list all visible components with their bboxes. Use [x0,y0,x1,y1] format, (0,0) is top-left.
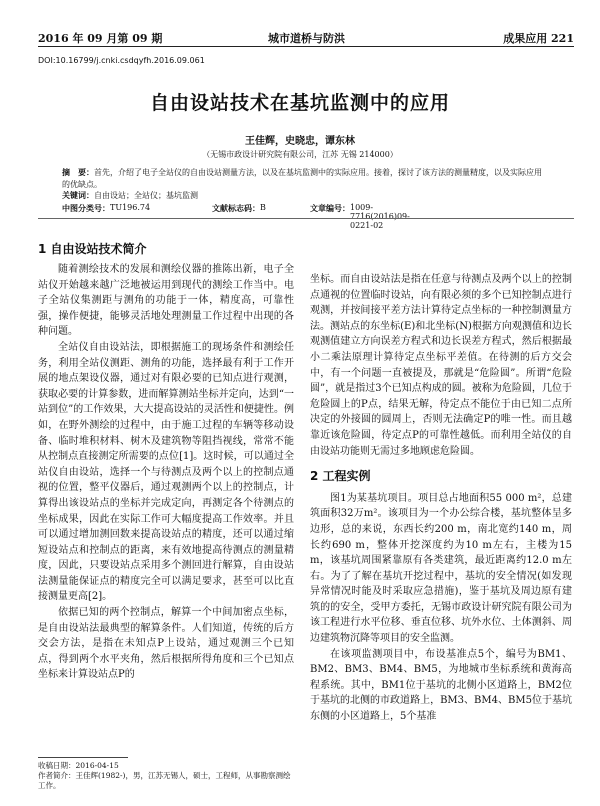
right-column [310,272,572,725]
journal-name: 城市道桥与防洪 [268,32,345,45]
left-column [38,262,294,683]
section-1-heading: 1 自由设站技术简介 [38,242,147,256]
abstract-text: 首先，介绍了电子全站仪的自由设站测量方法，以及在基坑监测中的实际应用。接着，探讨了该方法的测量精度，以及实际应用的优缺点。 [62,168,542,189]
article-number-label: 文章编号： [310,203,350,213]
author-bio: 作者简介：王佳辉(1982-)，男，江苏无锡人，硕士，工程师，从事勘察测绘工作。 [38,771,291,790]
abstract-rule [38,218,574,219]
section-2-heading: 2 工程实例 [310,469,371,484]
abstract-label: 摘 要： [62,167,94,177]
clc-label: 中图分类号： [62,203,110,213]
keywords-label: 关键词： [62,190,94,200]
keywords-text: 自由设站；全站仪；基坑监测 [94,191,198,200]
abstract [62,166,544,191]
paragraph: 图1为某基坑项目。项目总占地面积55 000 m²，总建筑面积32万m²。该项目为一个办公综合楼，基坑整体呈多边形，总的来说，东西长约200 m，南北宽约140 m，周长约690 m，整体开挖深度约为10 m左右，主楼为15 m，该基坑周围紧靠原有各类建筑，最近距离约12.0 m左右。为了了解在基坑开挖过程中，基坑的安全情况(如发现异常情况时能及时采取应急措施)，鉴于基坑及周边原有建筑的的安全，受甲方委托，无锡市政设计研究院有限公司为该工程进行水平位移、垂直位移、坑外水位、土体测斜、周边建筑物沉降等项目的安全监测。 [310,492,572,645]
paragraph: 随着测绘技术的发展和测绘仪器的推陈出新，电子全站仪开始越来越广泛地被运用到现代的测绘工作当中。电子全站仪集测距与测角的功能于一体，精度高，可靠性强，操作便捷，能够灵活地处理测量工作过程中出现的各种问题。 [38,264,294,338]
received-date: 收稿日期：2016-04-15 [38,761,119,770]
section-page-label: 成果应用 221 [503,32,574,45]
doc-code-label: 文献标志码： [212,203,260,213]
paragraph: 在该项监测项目中，布设基准点5个，编号为BM1、BM2、BM3、BM4、BM5，为地城市坐标系统和黄海高程系统。其中，BM1位于基坑的北侧小区道路上，BM2位于基坑的北侧的市政道路上，BM3、BM4、BM5位于基坑东侧的小区道路上，5个基准 [310,648,572,723]
header-rule [38,46,574,47]
issue-label: 2016 年 09 月第 09 期 [38,32,163,45]
article-number-value: 1009-7716(2016)09-0221-02 [350,203,410,230]
doc-code-value: B [260,203,266,212]
clc-value: TU196.74 [110,203,151,212]
running-header [38,30,574,46]
keywords [62,190,198,201]
authors: 王佳辉，史晓忠，谭东林 [245,136,355,147]
paragraph: 依据已知的两个控制点，解算一个中间加密点坐标，是自由设站法最典型的解算条件。人们知道，传统的后方交会方法，是指在未知点P上设站，通过观测三个已知点，得到两个水平夹角，然后根据所得角度和三个已知点坐标来计算设站点P的 [38,607,294,681]
article-title: 自由设站技术在基坑监测中的应用 [149,92,450,114]
paragraph: 全站仪自由设站法，即根据施工的现场条件和测绘任务，利用全站仪测距、测角的功能，选择最有利于工作开展的地点架设仪器，通过对有限必要的已知点进行观测，获取必要的计算参数，进而解算测站坐标并定向，达到“一站到位”的工作效果，大大提高设站的灵活性和便捷性。例如，在野外测绘的过程中，由于施工过程的车辆等移动设备、临时堆积材料、树木及建筑物等阻挡视线，常常不能从控制点直接测定所需要的点位[1]。这时候，可以通过全站仪自由设站，选择一个与待测点及两个以上的控制点通视的位置，整平仪器后，通过观测两个以上的控制点，计算得出该设站点的坐标并完成定向，再测定各个待测点的坐标成果，因此在实际工作可大幅度提高工作效率。并且可以通过增加测回数来提高设站点的精度，还可以通过缩短设站点和控制点的距离，来有效地提高待测点的测量精度，因此，只要设站点采用多个测回进行解算，自由设站法测量能保证点的精度完全可以满足要求，甚至可以比直接测量更高[2]。 [38,341,294,603]
affiliation: （无锡市政设计研究院有限公司，江苏 无锡 214000） [202,150,398,159]
paragraph: 坐标。而自由设站法是指在任意与待测点及两个以上的控制点通视的位置临时设站，向有限必须的多个已知控制点进行观测，并按间接平差方法计算待定点坐标的一种控制测量方法。测站点的东坐标(E)和北坐标(N)根据方向观测值和边长观测值建立方向误差方程式和边长误差方程式，然后根据最小二乘法原理计算待定点坐标平差值。在待测的后方交会中，有一个问题一直被提及，那就是“危险圆”。所谓“危险圆”，就是指过3个已知点构成的圆。被称为危险圆，几位于危险圆上的P点，结果无解，待定点不能位于由已知二点所决定的外接圆的圆周上，否则无法确定P的唯一性。而且越靠近该危险圆，待定点P的可靠性越低。而利用全站仪的自由设站功能则无需过多地顾虑危险圆。 [310,274,572,457]
footnote-rule [38,757,128,758]
doi: DOI:10.16799/j.cnki.csdqyfh.2016.09.061 [38,56,205,65]
